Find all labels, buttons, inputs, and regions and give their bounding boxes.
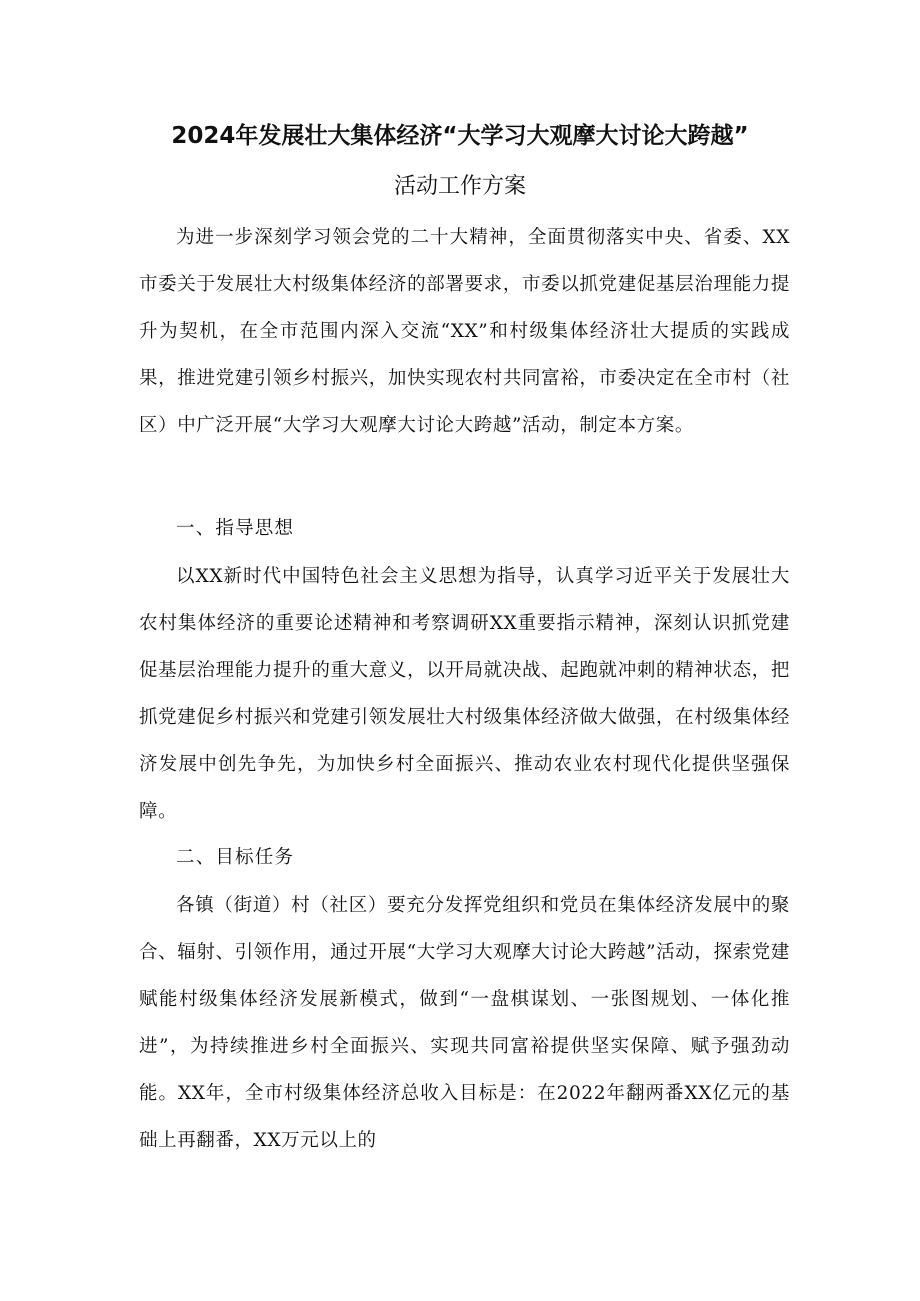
document-title-line2: 活动工作方案 bbox=[393, 174, 526, 199]
document-title-line1: 2024年发展壮大集体经济“大学习大观摩大讨论大跨越” bbox=[171, 123, 749, 149]
intro-paragraph: 为进一步深刻学习领会党的二十大精神，全面贯彻落实中央、省委、XX市委关于发展壮大村级集体经济的部署要求，市委以抓党建促基层治理能力提升为契机，在全市范围内深入交流“XX”和村级集体经济壮大提质的实践成果，推进党建引领乡村振兴，加快实现农村共同富裕，市委决定在全市村（社区）中广泛开展“大学习大观摩大讨论大跨越”活动，制定本方案。 bbox=[139, 227, 790, 436]
section1-paragraph: 以XX新时代中国特色社会主义思想为指导，认真学习近平关于发展壮大农村集体经济的重要论述精神和考察调研XX重要指示精神，深刻认识抓党建促基层治理能力提升的重大意义，以开局就决战、起跑就冲刺的精神状态，把抓党建促乡村振兴和党建引领发展壮大村级集体经济做大做强，在村级集体经济发展中创先争先，为加快乡村全面振兴、推动农业农村现代化提供坚强保障。 bbox=[139, 566, 790, 822]
section2-heading: 二、目标任务 bbox=[176, 847, 295, 868]
section2-paragraph: 各镇（街道）村（社区）要充分发挥党组织和党员在集体经济发展中的聚合、辐射、引领作用，通过开展“大学习大观摩大讨论大跨越”活动，探索党建赋能村级集体经济发展新模式，做到“一盘棋谋划、一张图规划、一体化推进”，为持续推进乡村全面振兴、实现共同富裕提供坚实保障、赋予强劲动能。XX年，全市村级集体经济总收入目标是：在2022年翻两番XX亿元的基础上再翻番，XX万元以上的 bbox=[139, 895, 790, 1151]
section1-heading: 一、指导思想 bbox=[176, 518, 295, 539]
